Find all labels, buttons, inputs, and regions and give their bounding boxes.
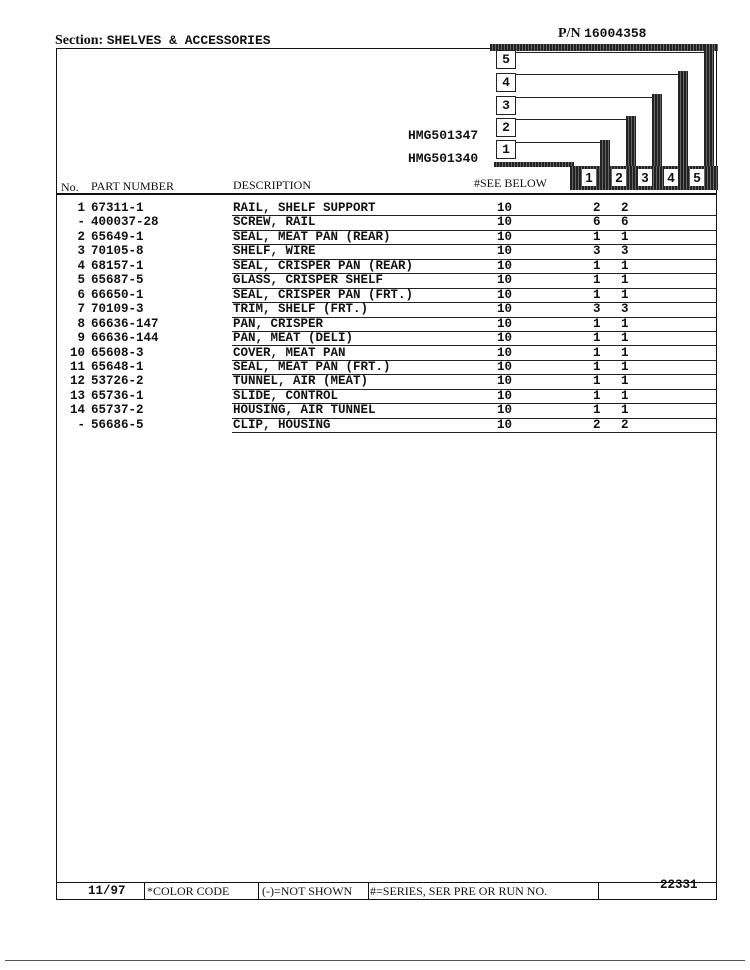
row-qty-col2: 3 bbox=[621, 244, 629, 259]
row-qty-col1: 1 bbox=[593, 345, 601, 360]
row-part-number: 65736-1 bbox=[91, 388, 144, 403]
table-row bbox=[57, 201, 717, 215]
row-qty-col2: 1 bbox=[621, 273, 629, 288]
row-qty-col1: 1 bbox=[593, 258, 601, 273]
row-see-below: 10 bbox=[497, 403, 513, 418]
row-description: COVER, MEAT PAN bbox=[233, 345, 346, 360]
row-part-number: 65608-3 bbox=[91, 345, 144, 360]
row-no: 7 bbox=[77, 302, 85, 317]
row-qty-col1: 1 bbox=[593, 388, 601, 403]
col-no: No. bbox=[61, 180, 79, 194]
row-part-number: 65649-1 bbox=[91, 229, 144, 244]
row-qty-col2: 1 bbox=[621, 258, 629, 273]
row-qty-col1: 1 bbox=[593, 316, 601, 331]
model-col-4: 4 bbox=[664, 169, 678, 186]
footer-bar bbox=[56, 878, 717, 900]
page-bottom-rule bbox=[5, 960, 745, 961]
model-key-4: 4 bbox=[496, 73, 516, 92]
row-no: - bbox=[77, 417, 85, 432]
row-part-number: 65687-5 bbox=[91, 273, 144, 288]
row-qty-col1: 1 bbox=[593, 229, 601, 244]
table-row bbox=[57, 346, 717, 360]
section-heading bbox=[55, 33, 271, 49]
table-row bbox=[57, 389, 717, 403]
row-see-below: 10 bbox=[497, 273, 513, 288]
row-qty-col2: 1 bbox=[621, 331, 629, 346]
model-label-2: HMG501340 bbox=[408, 151, 479, 166]
row-qty-col1: 1 bbox=[593, 331, 601, 346]
row-part-number: 70109-3 bbox=[91, 302, 144, 317]
model-key-3: 3 bbox=[496, 96, 516, 115]
row-see-below: 10 bbox=[497, 359, 513, 374]
row-part-number: 65737-2 bbox=[91, 403, 144, 418]
row-description: SEAL, MEAT PAN (FRT.) bbox=[233, 359, 391, 374]
row-see-below: 10 bbox=[497, 331, 513, 346]
row-part-number: 66636-147 bbox=[91, 316, 159, 331]
row-see-below: 10 bbox=[497, 201, 513, 215]
model-col-5: 5 bbox=[690, 169, 704, 186]
row-see-below: 10 bbox=[497, 374, 513, 389]
row-part-number: 56686-5 bbox=[91, 417, 144, 432]
col-description: DESCRIPTION bbox=[233, 178, 312, 192]
row-qty-col2: 1 bbox=[621, 316, 629, 331]
row-no: 9 bbox=[77, 331, 85, 346]
row-see-below: 10 bbox=[497, 229, 513, 244]
row-qty-col2: 1 bbox=[621, 403, 629, 418]
table-row bbox=[57, 288, 717, 302]
model-columns bbox=[570, 166, 718, 190]
table-row bbox=[57, 331, 717, 345]
row-see-below: 10 bbox=[497, 417, 513, 432]
row-qty-col2: 1 bbox=[621, 374, 629, 389]
row-see-below: 10 bbox=[497, 215, 513, 230]
row-qty-col1: 1 bbox=[593, 359, 601, 374]
model-col-2: 2 bbox=[612, 169, 626, 186]
row-part-number: 53726-2 bbox=[91, 374, 144, 389]
col-see-below: #SEE BELOW bbox=[474, 176, 547, 190]
table-row bbox=[57, 215, 717, 229]
row-see-below: 10 bbox=[497, 244, 513, 259]
row-part-number: 66650-1 bbox=[91, 287, 144, 302]
row-description: HOUSING, AIR TUNNEL bbox=[233, 403, 376, 418]
row-no: 2 bbox=[77, 229, 85, 244]
table-row bbox=[57, 259, 717, 273]
row-see-below: 10 bbox=[497, 302, 513, 317]
row-no: 6 bbox=[77, 287, 85, 302]
row-part-number: 68157-1 bbox=[91, 258, 144, 273]
part-number-heading bbox=[558, 26, 646, 42]
row-qty-col1: 1 bbox=[593, 273, 601, 288]
table-row bbox=[57, 360, 717, 374]
row-qty-col2: 1 bbox=[621, 229, 629, 244]
row-description: SHELF, WIRE bbox=[233, 244, 316, 259]
row-part-number: 65648-1 bbox=[91, 359, 144, 374]
footer-color-code: *COLOR CODE bbox=[147, 884, 230, 898]
model-col-3: 3 bbox=[638, 169, 652, 186]
model-col-1: 1 bbox=[582, 169, 596, 186]
row-description: TRIM, SHELF (FRT.) bbox=[233, 302, 369, 317]
model-label-1: HMG501347 bbox=[408, 128, 479, 143]
table-row bbox=[57, 317, 717, 331]
row-no: 11 bbox=[69, 359, 85, 374]
row-qty-col2: 2 bbox=[621, 201, 629, 215]
row-qty-col1: 3 bbox=[593, 302, 601, 317]
row-qty-col1: 1 bbox=[593, 287, 601, 302]
table-row bbox=[57, 374, 717, 388]
row-see-below: 10 bbox=[497, 345, 513, 360]
row-no: - bbox=[77, 215, 85, 230]
model-key-1: 1 bbox=[496, 140, 516, 159]
row-qty-col1: 6 bbox=[593, 215, 601, 230]
row-qty-col2: 6 bbox=[621, 215, 629, 230]
row-qty-col2: 1 bbox=[621, 359, 629, 374]
row-no: 12 bbox=[69, 374, 85, 389]
row-see-below: 10 bbox=[497, 388, 513, 403]
row-qty-col1: 2 bbox=[593, 417, 601, 432]
row-part-number: 67311-1 bbox=[91, 201, 144, 215]
pn-label: P/N bbox=[558, 26, 581, 41]
table-row bbox=[57, 273, 717, 287]
row-no: 10 bbox=[69, 345, 85, 360]
row-qty-col1: 1 bbox=[593, 403, 601, 418]
table-row bbox=[57, 403, 717, 417]
row-description: SEAL, CRISPER PAN (REAR) bbox=[233, 258, 414, 273]
row-no: 8 bbox=[77, 316, 85, 331]
row-no: 4 bbox=[77, 258, 85, 273]
row-description: SCREW, RAIL bbox=[233, 215, 316, 230]
row-part-number: 400037-28 bbox=[91, 215, 159, 230]
row-qty-col2: 1 bbox=[621, 345, 629, 360]
table-row bbox=[57, 302, 717, 316]
row-qty-col1: 3 bbox=[593, 244, 601, 259]
model-key-5: 5 bbox=[496, 50, 516, 69]
row-see-below: 10 bbox=[497, 316, 513, 331]
row-see-below: 10 bbox=[497, 258, 513, 273]
row-see-below: 10 bbox=[497, 287, 513, 302]
table-row bbox=[57, 418, 717, 432]
pn-value: 16004358 bbox=[584, 26, 647, 41]
row-rule bbox=[232, 432, 717, 433]
row-description: RAIL, SHELF SUPPORT bbox=[233, 201, 376, 215]
footer-series: #=SERIES, SER PRE OR RUN NO. bbox=[370, 884, 548, 898]
row-description: SEAL, MEAT PAN (REAR) bbox=[233, 229, 391, 244]
row-part-number: 66636-144 bbox=[91, 331, 159, 346]
col-part-number: PART NUMBER bbox=[91, 179, 174, 193]
row-qty-col1: 2 bbox=[593, 201, 601, 215]
footer-not-shown: (-)=NOT SHOWN bbox=[262, 884, 353, 898]
table-row bbox=[57, 230, 717, 244]
row-description: GLASS, CRISPER SHELF bbox=[233, 273, 384, 288]
row-description: PAN, CRISPER bbox=[233, 316, 324, 331]
row-description: CLIP, HOUSING bbox=[233, 417, 331, 432]
row-no: 5 bbox=[77, 273, 85, 288]
row-qty-col2: 3 bbox=[621, 302, 629, 317]
row-description: SLIDE, CONTROL bbox=[233, 388, 339, 403]
row-description: TUNNEL, AIR (MEAT) bbox=[233, 374, 369, 389]
row-qty-col1: 1 bbox=[593, 374, 601, 389]
row-qty-col2: 1 bbox=[621, 287, 629, 302]
row-qty-col2: 2 bbox=[621, 417, 629, 432]
row-description: PAN, MEAT (DELI) bbox=[233, 331, 354, 346]
row-qty-col2: 1 bbox=[621, 388, 629, 403]
row-no: 3 bbox=[77, 244, 85, 259]
row-description: SEAL, CRISPER PAN (FRT.) bbox=[233, 287, 414, 302]
section-value: SHELVES & ACCESSORIES bbox=[106, 33, 271, 48]
footer-page-code: 22331 bbox=[660, 878, 698, 892]
row-part-number: 70105-8 bbox=[91, 244, 144, 259]
model-key-2: 2 bbox=[496, 118, 516, 137]
row-no: 13 bbox=[69, 388, 85, 403]
section-label: Section: bbox=[55, 33, 104, 48]
row-no: 14 bbox=[69, 403, 85, 418]
row-no: 1 bbox=[77, 201, 85, 215]
table-row bbox=[57, 244, 717, 258]
footer-date: 11/97 bbox=[88, 884, 126, 898]
